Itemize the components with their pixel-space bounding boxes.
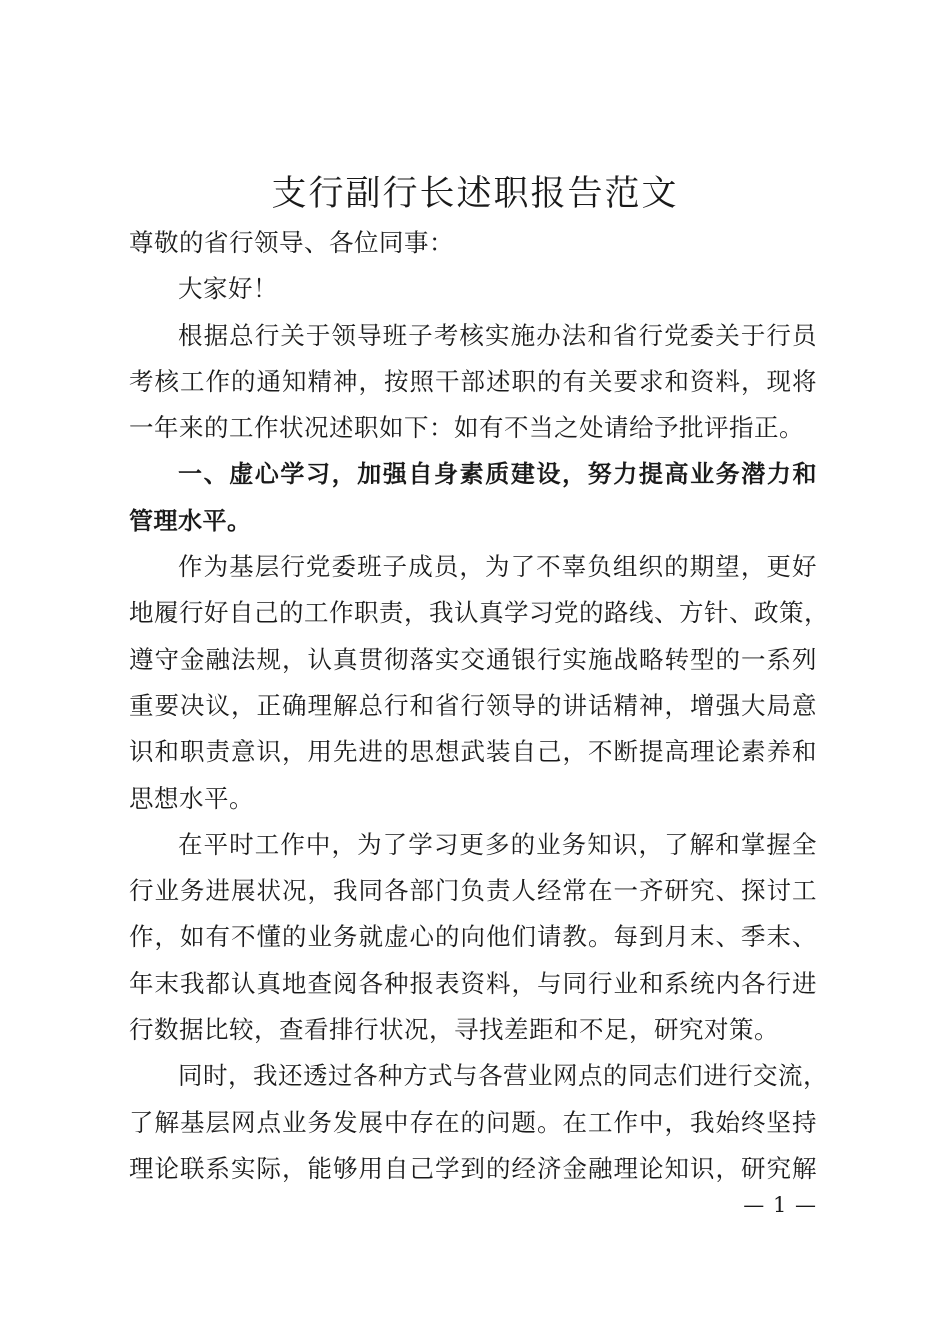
- salutation-line: 大家好！: [178, 274, 278, 304]
- paragraph-line: 考核工作的通知精神，按照干部述职的有关要求和资料，现将: [129, 366, 817, 396]
- paragraph-line: 重要决议，正确理解总行和省行领导的讲话精神，增强大局意: [129, 690, 817, 720]
- paragraph-line: 作为基层行党委班子成员，为了不辜负组织的期望，更好: [178, 552, 817, 582]
- section-heading-line: 一、虚心学习，加强自身素质建设，努力提高业务潜力和: [178, 460, 817, 489]
- paragraph-line: 行数据比较，查看排行状况，寻找差距和不足，研究对策。: [129, 1015, 779, 1045]
- paragraph-line: 一年来的工作状况述职如下：如有不当之处请给予批评指正。: [129, 413, 804, 443]
- paragraph-line: 同时，我还透过各种方式与各营业网点的同志们进行交流，: [178, 1061, 828, 1091]
- paragraph-line: 行业务进展状况，我同各部门负责人经常在一齐研究、探讨工: [129, 876, 817, 906]
- paragraph-line: 根据总行关于领导班子考核实施办法和省行党委关于行员: [178, 320, 817, 350]
- paragraph-line: 遵守金融法规，认真贯彻落实交通银行实施战略转型的一系列: [129, 644, 817, 674]
- paragraph-line: 识和职责意识，用先进的思想武装自己，不断提高理论素养和: [129, 737, 817, 767]
- paragraph-line: 在平时工作中，为了学习更多的业务知识，了解和掌握全: [178, 829, 817, 859]
- page-number: — 1 —: [743, 1193, 817, 1217]
- paragraph-1: [129, 544, 829, 822]
- greeting-line: 尊敬的省行领导、各位同事：: [129, 228, 454, 257]
- paragraph-line: 年末我都认真地查阅各种报表资料，与同行业和系统内各行进: [129, 968, 817, 998]
- document-body: [129, 220, 829, 1192]
- intro-paragraph: [129, 313, 817, 452]
- paragraph-line: 理论联系实际，能够用自己学到的经济金融理论知识，研究解: [129, 1153, 817, 1183]
- section-heading: [129, 451, 817, 544]
- paragraph-2: [129, 822, 817, 1053]
- paragraph-line: 思想水平。: [129, 783, 254, 813]
- section-heading-line: 管理水平。: [129, 506, 252, 535]
- paragraph-line: 地履行好自己的工作职责，我认真学习党的路线、方针、政策，: [129, 598, 829, 628]
- paragraph-line: 了解基层网点业务发展中存在的问题。在工作中，我始终坚持: [129, 1107, 817, 1137]
- paragraph-3: [129, 1053, 828, 1192]
- paragraph-line: 作，如有不懂的业务就虚心的向他们请教。每到月末、季末、: [129, 922, 817, 952]
- document-title: 支行副行长述职报告范文: [271, 174, 679, 214]
